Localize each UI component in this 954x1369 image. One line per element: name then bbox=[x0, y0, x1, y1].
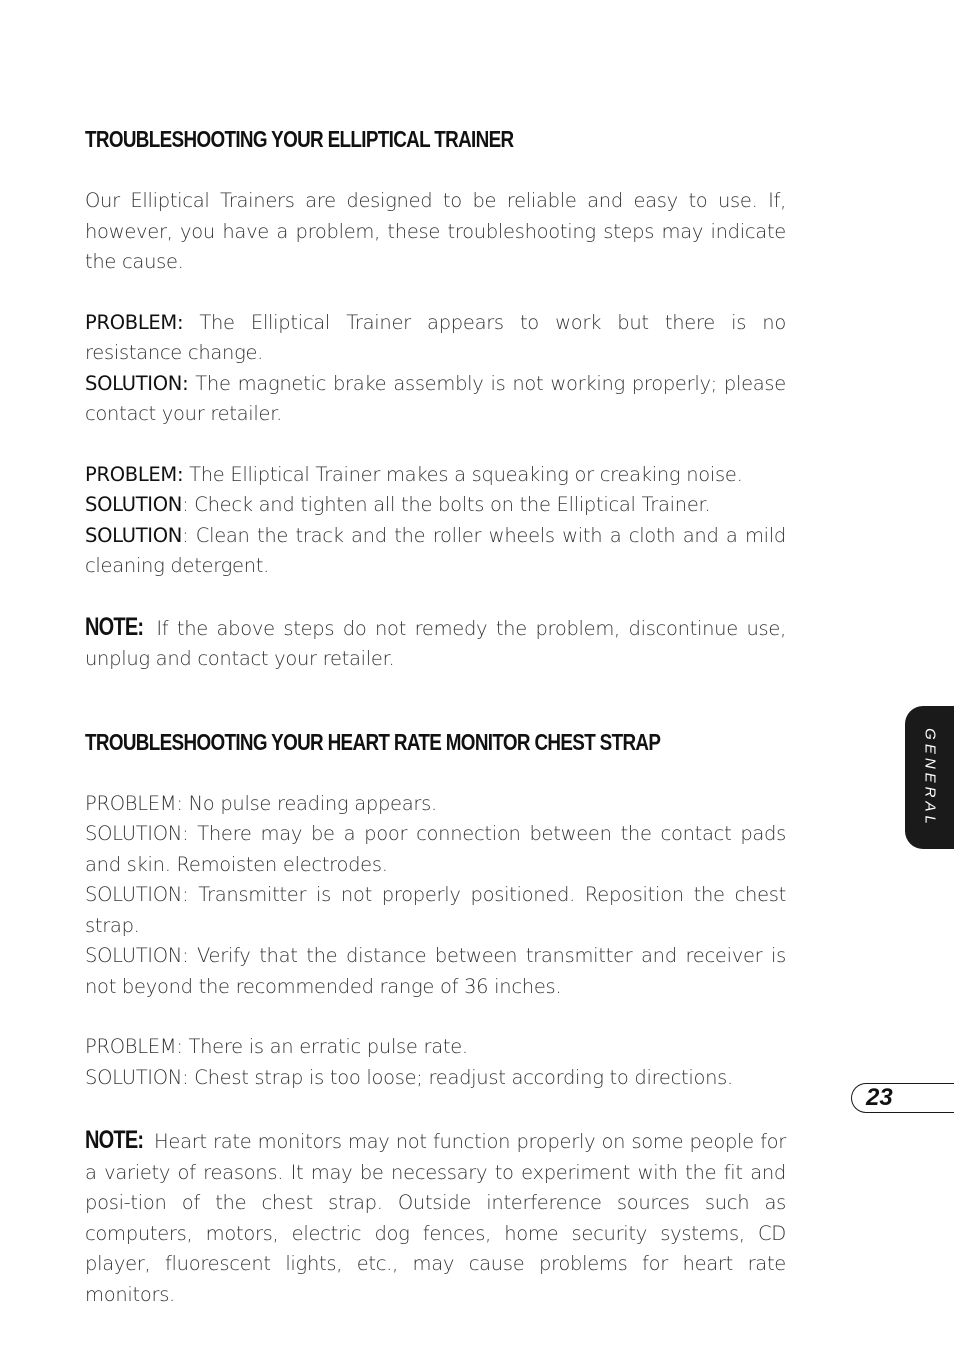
solution-entry bbox=[85, 490, 786, 521]
note-label: NOTE: bbox=[85, 1126, 144, 1154]
page-content bbox=[85, 122, 786, 1310]
section-side-tab bbox=[905, 706, 954, 849]
solution-text: : Clean the track and the roller wheels with a cloth and a mild cleaning detergent. bbox=[85, 523, 786, 577]
section-heading-heart-rate: TROUBLESHOOTING YOUR HEART RATE MONITOR CHEST STRAP bbox=[85, 728, 661, 755]
note-label: NOTE: bbox=[85, 612, 144, 641]
solution-entry bbox=[85, 369, 786, 430]
solution-entry: SOLUTION: Verify that the distance between transmitter and receiver is not beyond the recommended range of 36 inches. bbox=[85, 944, 786, 998]
solution-label: SOLUTION bbox=[85, 493, 183, 516]
solution-entry: SOLUTION: There may be a poor connection between the contact pads and skin. Remoisten electrodes. bbox=[85, 822, 786, 876]
solution-entry: SOLUTION: Transmitter is not properly positioned. Reposition the chest strap. bbox=[85, 883, 786, 937]
solution-entry: SOLUTION: Chest strap is too loose; readjust according to directions. bbox=[85, 1065, 733, 1089]
section-heading-elliptical: TROUBLESHOOTING YOUR ELLIPTICAL TRAINER bbox=[85, 126, 514, 152]
note-text: Heart rate monitors may not function properly on some people for a variety of reasons. It may be necessary to experiment with the fit and posi-tion of the chest strap. Outside interference sources such as computers, motors, electric dog fences, home security systems, CD player, fluorescent lights, etc., may cause problems for heart rate monitors. bbox=[85, 1130, 786, 1306]
intro-paragraph: Our Elliptical Trainers are designed to be reliable and easy to use. If, however, you have a problem, these troubleshooting steps may indicate the cause. bbox=[85, 189, 786, 273]
solution-text: : Check and tighten all the bolts on the Elliptical Trainer. bbox=[182, 493, 711, 516]
side-tab-label: GENERAL bbox=[921, 727, 938, 828]
note-paragraph bbox=[85, 1125, 786, 1310]
page-number: 23 bbox=[866, 1084, 893, 1111]
problem-text: The Elliptical Trainer appears to work but there is no resistance change. bbox=[85, 310, 786, 364]
page-number-box bbox=[851, 1083, 954, 1113]
problem-label: PROBLEM: bbox=[85, 310, 184, 334]
problem-label: PROBLEM: bbox=[85, 462, 184, 486]
problem-entry: PROBLEM: No pulse reading appears. bbox=[85, 791, 437, 815]
solution-label: SOLUTION: bbox=[85, 371, 189, 395]
problem-entry bbox=[85, 460, 786, 491]
problem-entry bbox=[85, 308, 786, 369]
problem-entry: PROBLEM: There is an erratic pulse rate. bbox=[85, 1035, 468, 1058]
note-paragraph bbox=[85, 612, 786, 675]
solution-label: SOLUTION bbox=[85, 523, 183, 547]
problem-text: The Elliptical Trainer makes a squeaking or creaking noise. bbox=[183, 462, 743, 486]
solution-text: The magnetic brake assembly is not working properly; please contact your retailer. bbox=[85, 371, 786, 425]
solution-entry bbox=[85, 521, 786, 582]
note-text: If the above steps do not remedy the problem, discontinue use, unplug and contact your retailer. bbox=[85, 616, 786, 670]
